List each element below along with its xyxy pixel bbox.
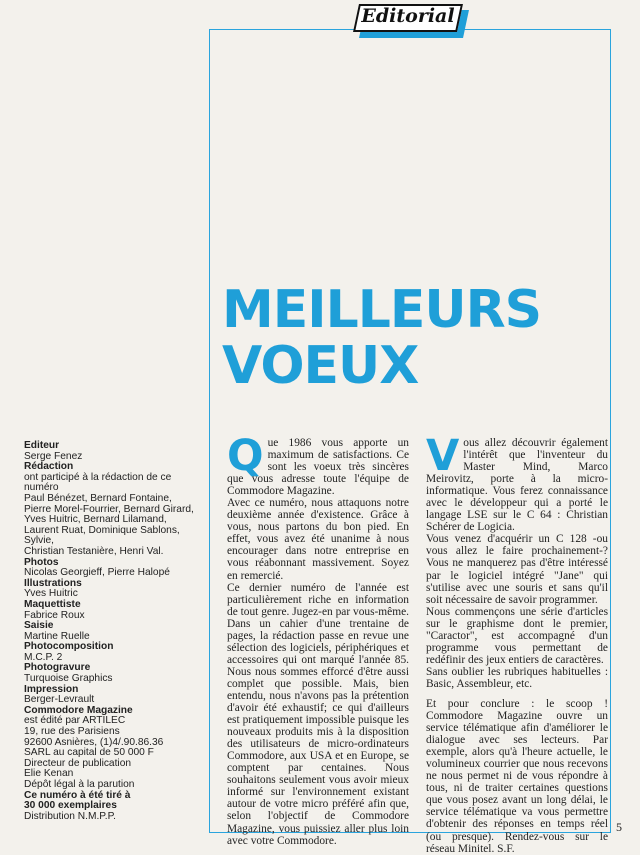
- page-number: 5: [616, 820, 622, 834]
- paragraph: [426, 431, 608, 534]
- drop-cap: V: [426, 431, 460, 481]
- credit-heading: Editeur: [24, 440, 60, 451]
- credit-heading: Illustrations: [24, 577, 82, 589]
- credit-line: Yves Huitric, Bernard Lilamand,: [24, 514, 167, 526]
- paragraph: [227, 431, 409, 498]
- paragraph-text: ous allez découvrir également l'intérêt que l'inventeur du Master Mind, Marco Meirovitz, porte à la micro-informatique. Vous ferez connaissance avec le développeur qui a porté le langage LSE sur le C 64 : Christian Schérer de Logicia.: [426, 437, 608, 534]
- credit-heading: Impression: [24, 683, 79, 695]
- article-column-2: [426, 431, 608, 855]
- drop-cap: Q: [227, 431, 264, 481]
- credit-line: Fabrice Roux: [24, 609, 85, 621]
- credit-heading: Photocomposition: [24, 641, 114, 653]
- credit-line: Distribution N.M.P.P.: [24, 810, 116, 822]
- credit-line: Directeur de publication: [24, 757, 132, 769]
- paragraph: Et pour conclure : le scoop ! Commodore Magazine ouvre un service télématique afin d'améliorer le dialogue avec ses lecteurs. Par exemple, alors qu'à l'heure actuelle, le volumineux courrier que nous recevons ne nous permet ni de vous répondre à tous, ni de traiter certaines questions que vous posez avant un long délai, le service télématique va vous permettre d'obtenir des réponses en temps réel (ou presque). Rendez-vous sur le réseau Minitel. S.F.: [426, 697, 608, 855]
- credit-line: 19, rue des Parisiens: [24, 726, 120, 738]
- paragraph: Avec ce numéro, nous attaquons notre deuxième année d'existence. Grâce à vous, nous partons du bon pied. En effet, vous avez été unanime à nous encourager dans notre entreprise en vous réabonnant massivement. Soyez en remercié.: [227, 497, 409, 582]
- credit-line: Dépôt légal à la parution: [24, 779, 135, 790]
- credit-line: Laurent Ruat, Dominique Sablons, Sylvie,: [24, 524, 180, 547]
- credit-heading: Ce numéro à été tiré à: [24, 789, 131, 801]
- credit-line: Pierre Morel-Fourrier, Bernard Girard,: [24, 503, 194, 515]
- credit-heading: Photos: [24, 556, 59, 568]
- credit-heading: Maquettiste: [24, 598, 81, 610]
- credit-line: Paul Bénézet, Bernard Fontaine,: [24, 492, 172, 504]
- masthead-credits: [24, 441, 204, 822]
- headline: [222, 282, 602, 394]
- paragraph: Sans oublier les rubriques habituelles : Basic, Assembleur, etc.: [426, 665, 608, 690]
- article-column-1: [227, 431, 409, 847]
- paragraph-text: ue 1986 vous apporte un maximum de satisfactions. Ce sont les voeux très sincères que vous adresse toute l'équipe de Commodore Magazine.: [227, 437, 409, 498]
- credit-heading: 30 000 exemplaires: [24, 800, 117, 812]
- credit-line: Martine Ruelle: [24, 630, 90, 642]
- credit-line: M.C.P. 2: [24, 651, 63, 663]
- paragraph: Vous venez d'acquérir un C 128 -ou vous allez le faire prochainement-? Vous ne manquerez pas d'être intéressé par le logiciel intégré "Jane" qui s'utilise avec une souris et sans qu'il soit nécessaire de savoir programmer.: [426, 533, 608, 606]
- credit-line: Serge Fenez: [24, 450, 83, 462]
- credit-line: Elie Kenan: [24, 768, 74, 780]
- credit-heading: Commodore Magazine: [24, 704, 133, 716]
- credit-line: SARL au capital de 50 000 F: [24, 747, 154, 759]
- headline-line-2: VOEUX: [222, 336, 419, 396]
- editorial-badge: [356, 4, 468, 38]
- credit-line: Nicolas Georgieff, Pierre Halopé: [24, 567, 170, 579]
- credit-line: ont participé à la rédaction de ce: [24, 471, 172, 483]
- credit-line: 92600 Asnières, (1)4/.90.86.36: [24, 736, 164, 748]
- credit-line: Turquoise Graphics: [24, 673, 113, 685]
- credit-line: Berger-Levrault: [24, 694, 95, 706]
- credit-line: Yves Huitric: [24, 588, 78, 600]
- badge-label: Editorial: [361, 5, 455, 27]
- paragraph: Nous commençons une série d'articles sur le graphisme dont le premier, "Caractor", est accompagné d'un programme vous permettant de redéfinir des jeux entiers de caractères.: [426, 605, 608, 666]
- credit-line: Christian Testanière, Henri Val.: [24, 545, 164, 557]
- paragraph: Ce dernier numéro de l'année est particulièrement riche en information de tout genre. Jugez-en par vous-même. Dans un cahier d'une trentaine de pages, la rédaction passe en revue une sélection des logiciels, périphériques et accessoires qui ont marqué l'année 85. Nous nous sommes efforcé d'être aussi complet que possible. Mais, bien entendu, nous n'avons pas la prétention d'avoir été exhaustif; ce qui d'ailleurs est pratiquement impossible puisque les nouveaux produits mis à la disposition des utilisateurs de micro-ordinateurs Commodore, aux USA et en Europe, se comptent par centaines. Nous souhaitons seulement vous avoir mieux informé sur l'environnement existant autour de votre micro préféré afin que, selon l'objectif de Commodore Magazine, vous puissiez aller plus loin avec votre Commodore.: [227, 581, 409, 847]
- credit-heading: Rédaction: [24, 461, 74, 473]
- headline-line-1: MEILLEURS: [222, 280, 542, 340]
- credit-heading: Saisie: [24, 620, 54, 632]
- credit-line: numéro: [24, 482, 59, 494]
- credit-line: est édité par ARTILEC: [24, 715, 126, 727]
- credit-heading: Photogravure: [24, 662, 91, 674]
